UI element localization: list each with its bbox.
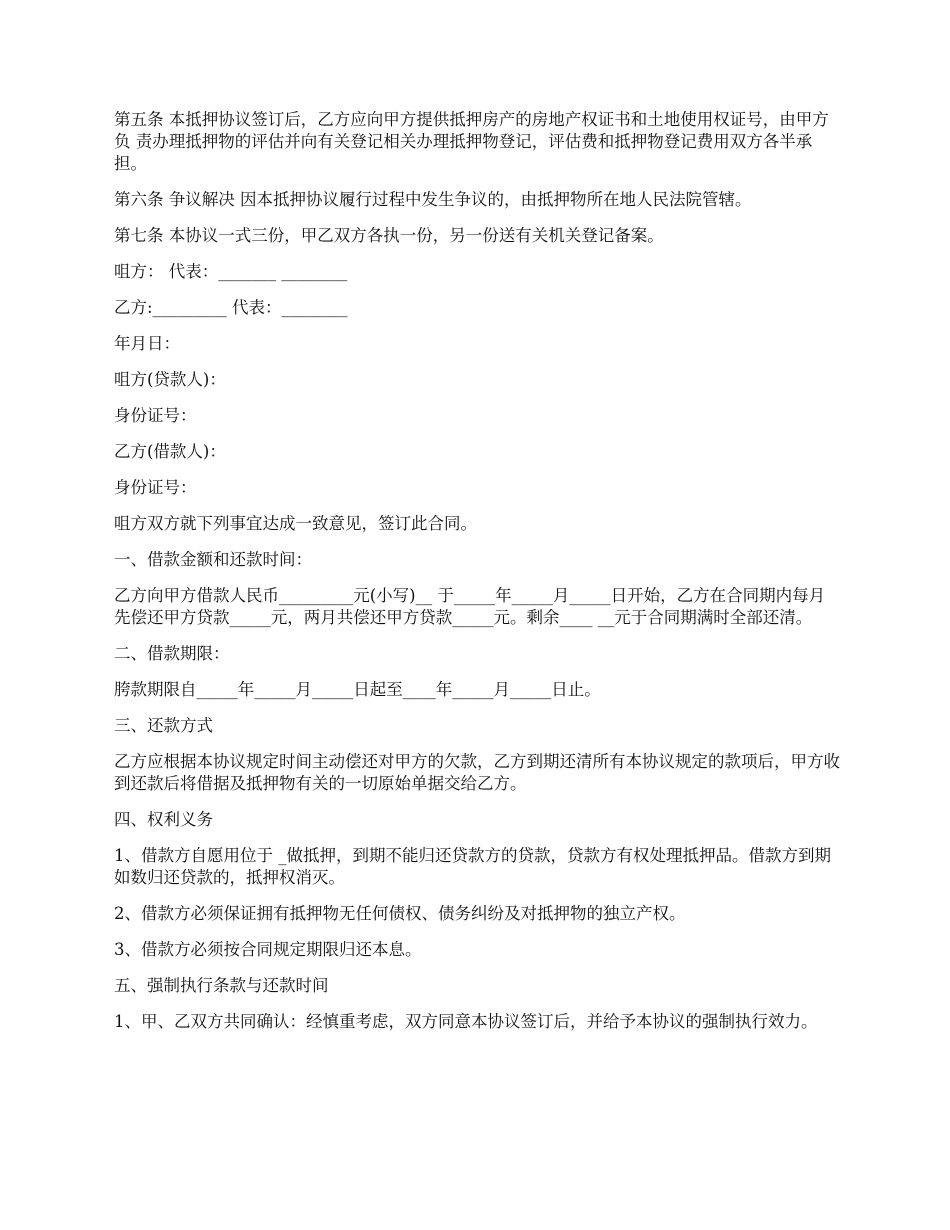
clause-5-paragraph: 第五条 本抵押协议签订后，乙方应向甲方提供抵押房产的房地产权证书和土地使用权证号，由甲方负 责办理抵押物的评估并向有关登记相关办理抵押物登记，评估费和抵押物登记费用双方各半承担。 xyxy=(114,110,829,173)
section-2-heading: 二、借款期限： xyxy=(114,644,230,663)
section-5-item-1: 1、甲、乙双方共同确认：经慎重考虑，双方同意本协议签订后，并给予本协议的强制执行效力。 xyxy=(114,1012,818,1031)
lender-id-line: 身份证号： xyxy=(114,406,197,425)
section-2-body: 胯款期限自_____年_____月_____日起至____年_____月_____日止。 xyxy=(114,680,601,699)
party-b-signature-line: 乙方:_________ 代表：________ xyxy=(114,298,348,317)
section-3-body: 乙方应根据本协议规定时间主动偿还对甲方的欠款，乙方到期还清所有本协议规定的款项后，甲方收到还款后将借据及抵押物有关的一切原始单据交给乙方。 xyxy=(114,752,840,793)
party-a-signature-line: 咀方： 代表：_______ ________ xyxy=(114,262,348,281)
lender-line: 咀方(贷款人)： xyxy=(114,370,226,389)
borrower-id-line: 身份证号： xyxy=(114,478,197,497)
section-4-item-2: 2、借款方必须保证拥有抵押物无任何债权、债务纠纷及对抵押物的独立产权。 xyxy=(114,904,686,923)
agreement-intro: 咀方双方就下列事宜达成一致意见，签订此合同。 xyxy=(114,514,477,533)
clause-7-paragraph: 第七条 本协议一式三份，甲乙双方各执一份，另一份送有关机关登记备案。 xyxy=(114,226,664,245)
section-4-item-1: 1、借款方自愿用位于 _做抵押，到期不能归还贷款方的贷款，贷款方有权处理抵押品。借款方到期如数归还贷款的，抵押权消灭。 xyxy=(114,846,831,887)
section-1-heading: 一、借款金额和还款时间： xyxy=(114,550,312,569)
clause-6-paragraph: 第六条 争议解决 因本抵押协议履行过程中发生争议的，由抵押物所在地人民法院管辖。 xyxy=(114,190,752,209)
section-4-heading: 四、权利义务 xyxy=(114,810,213,829)
section-5-heading: 五、强制执行条款与还款时间 xyxy=(114,976,329,995)
date-line: 年月日： xyxy=(114,334,180,353)
section-3-heading: 三、还款方式 xyxy=(114,716,213,735)
section-1-body: 乙方向甲方借款人民币_________元(小写)__ 于_____年_____月_____日开始，乙方在合同期内每月先偿还甲方贷款_____元，两月共偿还甲方贷款_____元。剩余____ __元于合同期满时全部还清。 xyxy=(114,586,826,627)
section-4-item-3: 3、借款方必须按合同规定期限归还本息。 xyxy=(114,940,422,959)
borrower-line: 乙方(借款人)： xyxy=(114,442,226,461)
